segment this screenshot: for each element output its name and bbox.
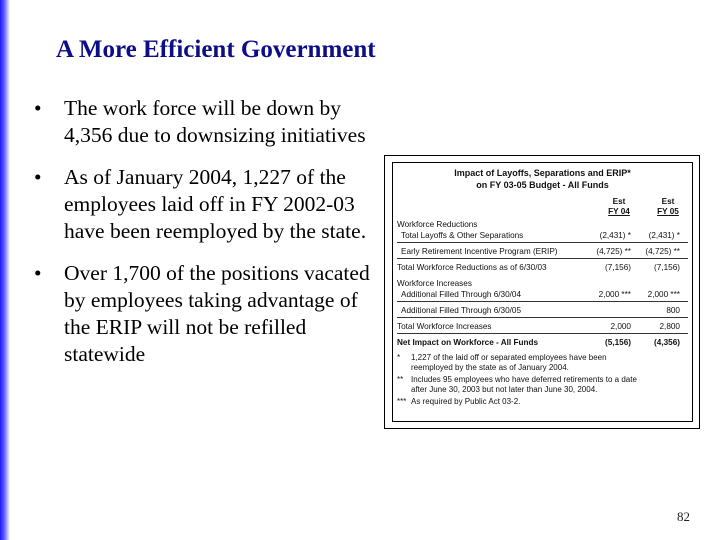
footnote-mark: * xyxy=(397,353,401,362)
col1-header-bottom: FY 04 xyxy=(608,207,630,216)
row-value-fy05: 800 xyxy=(666,306,680,315)
footnote xyxy=(397,353,688,373)
bullet-item xyxy=(34,260,384,368)
row-divider xyxy=(397,301,688,302)
bullet-text: The work force will be down by 4,356 due to downsizing initiatives xyxy=(64,96,366,147)
workforce-impact-table-panel xyxy=(384,155,700,429)
table-row xyxy=(397,305,688,316)
table-row xyxy=(397,230,688,241)
row-value-fy05: (4,356) xyxy=(654,338,680,347)
bullet-list xyxy=(34,95,384,383)
row-divider xyxy=(397,333,688,334)
table-title xyxy=(393,167,692,191)
table-row xyxy=(397,278,688,289)
table-row xyxy=(397,246,688,257)
footnote-text-cont: reemployed by the state as of January 2004. xyxy=(411,363,569,372)
row-value-fy05: (7,156) xyxy=(654,263,680,272)
bullet-text: Over 1,700 of the positions vacated by employees taking advantage of the ERIP will not be refilled statewide xyxy=(64,261,370,366)
table-row xyxy=(397,289,688,300)
row-value-fy04: (7,156) xyxy=(605,263,631,272)
row-value-fy05: (2,431) * xyxy=(648,231,680,240)
row-value-fy04: 2,000 xyxy=(610,322,631,331)
row-value-fy05: (4,725) ** xyxy=(645,247,680,256)
bullet-item xyxy=(34,95,384,149)
slide-left-accent-bar xyxy=(0,0,10,540)
row-label: Net Impact on Workforce - All Funds xyxy=(397,338,539,347)
row-label: Total Workforce Increases xyxy=(397,322,492,331)
row-value-fy04: (4,725) ** xyxy=(596,247,631,256)
footnote-mark: *** xyxy=(397,397,407,406)
row-label: Additional Filled Through 6/30/04 xyxy=(401,290,522,299)
row-label: Workforce Increases xyxy=(397,279,472,288)
bullet-text: As of January 2004, 1,227 of the employees laid off in FY 2002-03 have been reemployed by the state. xyxy=(64,165,367,243)
footnote-text: As required by Public Act 03-2. xyxy=(411,397,521,406)
table-title-line-2: on FY 03-05 Budget - All Funds xyxy=(476,180,609,190)
bullet-item xyxy=(34,164,384,245)
table-row-net-impact xyxy=(397,337,688,348)
row-label: Early Retirement Incentive Program (ERIP) xyxy=(401,247,558,256)
bullet-dot-icon: • xyxy=(34,96,42,120)
bullet-dot-icon: • xyxy=(34,165,42,189)
footnote-text: Includes 95 employees who have deferred retirements to a date xyxy=(411,375,637,384)
workforce-impact-table xyxy=(392,162,693,422)
footnote xyxy=(397,375,688,395)
row-label: Additional Filled Through 6/30/05 xyxy=(401,306,522,315)
row-label: Workforce Reductions xyxy=(397,220,478,229)
row-value-fy05: 2,800 xyxy=(659,322,680,331)
row-value-fy04: (2,431) * xyxy=(599,231,631,240)
row-divider xyxy=(397,242,688,243)
footnote-mark: ** xyxy=(397,375,404,384)
col1-header-top: Est xyxy=(612,197,626,206)
col2-header-bottom: FY 05 xyxy=(657,207,679,216)
footnote-text-cont: after June 30, 2003 but not later than June 30, 2004. xyxy=(411,385,598,394)
row-divider xyxy=(397,317,688,318)
col2-header-top: Est xyxy=(661,197,675,206)
table-row xyxy=(397,262,688,273)
slide-title: A More Efficient Government xyxy=(56,36,376,63)
table-row xyxy=(397,321,688,332)
row-divider xyxy=(397,258,688,259)
footnote-text: 1,227 of the laid off or separated employees have been xyxy=(411,353,607,362)
bullet-dot-icon: • xyxy=(34,261,42,285)
row-value-fy05: 2,000 *** xyxy=(647,290,680,299)
row-value-fy04: (5,156) xyxy=(605,338,631,347)
table-title-line-1: Impact of Layoffs, Separations and ERIP* xyxy=(454,168,631,178)
row-label: Total Layoffs & Other Separations xyxy=(401,231,524,240)
table-row xyxy=(397,219,688,230)
footnote xyxy=(397,397,688,407)
row-value-fy04: 2,000 *** xyxy=(598,290,631,299)
page-number: 82 xyxy=(677,509,690,524)
row-label: Total Workforce Reductions as of 6/30/03 xyxy=(397,263,547,272)
